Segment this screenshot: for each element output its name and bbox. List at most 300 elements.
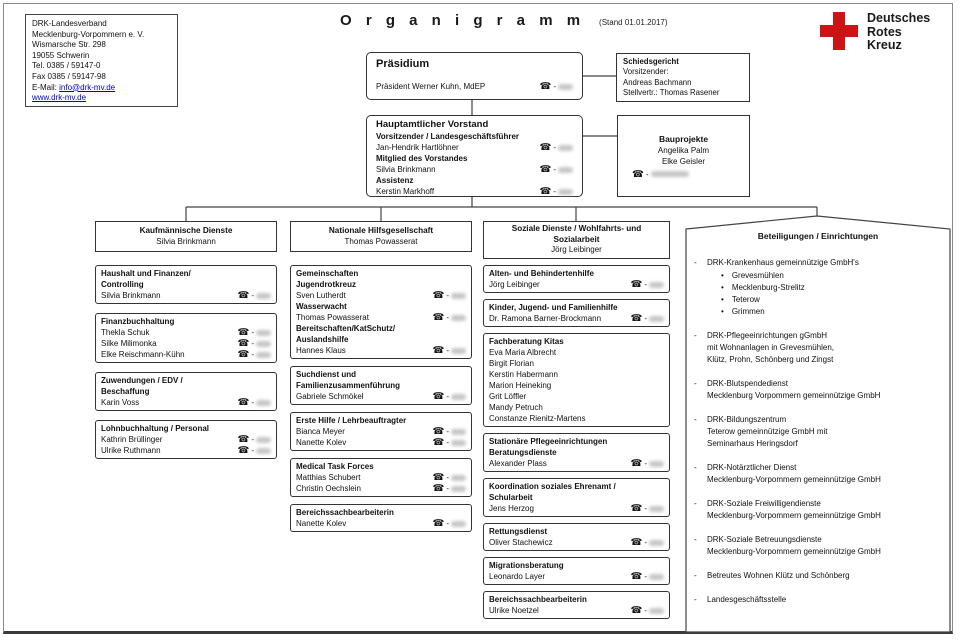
- dash: -: [446, 346, 449, 355]
- dash: -: [446, 392, 449, 401]
- email-line: [32, 83, 171, 94]
- redacted-number: [451, 486, 466, 492]
- phone-indicator: [237, 349, 271, 360]
- beteiligungen-item-line: DRK-Pflegeeinrichtungen gGmbH: [707, 331, 828, 340]
- redacted-number: [451, 394, 466, 400]
- beteiligungen-item-text: [707, 257, 859, 318]
- phone-line: Tel. 0385 / 59147-0: [32, 61, 101, 71]
- phone-indicator: [432, 391, 466, 402]
- beteiligungen-subitem-label: Teterow: [731, 295, 760, 304]
- email-label: E-Mail:: [32, 82, 60, 92]
- dash-bullet: -: [694, 535, 697, 544]
- phone-icon: ☎: [432, 312, 445, 323]
- beteiligungen-item: [694, 462, 942, 486]
- beteiligungen-item: [694, 257, 942, 318]
- logo-line: Kreuz: [867, 38, 902, 52]
- person-row: [489, 571, 664, 582]
- department-title: Nationale Hilfsgesellschaft: [328, 226, 434, 235]
- dash: -: [446, 484, 449, 493]
- beteiligungen-item-line: Seminarhaus Heringsdorf: [707, 439, 798, 448]
- org-box-title-line: Kinder, Jugend- und Familienhilfe: [489, 303, 618, 312]
- person-name: Ulrike Ruthmann: [101, 446, 161, 455]
- schiedsgericht-title: Schiedsgericht: [623, 57, 679, 66]
- dash: -: [553, 165, 556, 174]
- org-box: [290, 458, 472, 497]
- department-title: Kaufmännische Dienste: [139, 226, 233, 235]
- person-name: Sven Lutherdt: [296, 291, 346, 300]
- redacted-number: [649, 316, 664, 322]
- red-cross-icon: [820, 12, 858, 50]
- title-bar: [340, 12, 668, 29]
- redacted-number: [256, 400, 271, 406]
- vorstand-box: [366, 115, 583, 197]
- phone-icon: ☎: [630, 537, 643, 548]
- dash: -: [251, 291, 254, 300]
- org-box: [290, 412, 472, 451]
- org-box-title-line: Migrationsberatung: [489, 561, 564, 570]
- beteiligungen-subitem: [707, 282, 859, 294]
- phone-indicator: [630, 313, 664, 324]
- dash: -: [251, 446, 254, 455]
- logo-line: Deutsches: [867, 11, 931, 25]
- dash: -: [251, 350, 254, 359]
- person-name: Grit Löffler: [489, 392, 527, 401]
- person-name: Dr. Ramona Barner-Brockmann: [489, 314, 602, 323]
- beteiligungen-item-line: Mecklenburg Vorpommern gemeinnützige GmbH: [707, 391, 881, 400]
- dash-bullet: -: [694, 571, 697, 580]
- dash: -: [446, 519, 449, 528]
- person-name: Leonardo Layer: [489, 572, 546, 581]
- person-name: Marion Heineking: [489, 381, 552, 390]
- person-name: Hannes Klaus: [296, 346, 346, 355]
- bauprojekte-title: Bauprojekte: [658, 133, 709, 144]
- person-name: Alexander Plass: [489, 459, 547, 468]
- dash: -: [251, 398, 254, 407]
- dash: -: [645, 169, 649, 179]
- person-name: Constanze Rienitz-Martens: [489, 414, 586, 423]
- address-line: 19055 Schwerin: [32, 50, 90, 60]
- website-link[interactable]: www.drk-mv.de: [32, 93, 87, 103]
- phone-icon: ☎: [632, 168, 644, 180]
- phone-indicator: [630, 537, 664, 548]
- beteiligungen-item: [694, 570, 942, 582]
- dash: -: [644, 459, 647, 468]
- person-row: [296, 518, 466, 529]
- phone-icon: ☎: [432, 391, 445, 402]
- redacted-number: [651, 171, 689, 177]
- org-box-title-line: Koordination soziales Ehrenamt /: [489, 482, 616, 491]
- org-box-title-line: Familienzusammenführung: [296, 381, 401, 390]
- redacted-number: [649, 540, 664, 546]
- person-name: Ulrike Noetzel: [489, 606, 539, 615]
- dash: -: [446, 438, 449, 447]
- beteiligungen-item-line: DRK-Blutspendedienst: [707, 379, 788, 388]
- redacted-number: [256, 330, 271, 336]
- org-box: [95, 372, 277, 411]
- redacted-number: [256, 437, 271, 443]
- person-row: [296, 483, 466, 494]
- person-row: [376, 186, 573, 197]
- dash: -: [644, 572, 647, 581]
- phone-icon: ☎: [539, 142, 552, 153]
- phone-indicator: [432, 437, 466, 448]
- org-box-title-line: Fachberatung Kitas: [489, 337, 564, 346]
- dash-bullet: -: [694, 379, 697, 388]
- person-name: Nanette Kolev: [296, 438, 347, 447]
- org-box-title-line: Lohnbuchhaltung / Personal: [101, 424, 209, 433]
- beteiligungen-subitem: [707, 294, 859, 306]
- org-box: [290, 504, 472, 532]
- praesidium-title: Präsidium: [376, 58, 430, 70]
- person-name: Karin Voss: [101, 398, 140, 407]
- org-name-line: Mecklenburg-Vorpommern e. V.: [32, 29, 145, 39]
- role-line: Mitglied des Vorstandes: [376, 154, 468, 163]
- dash: -: [553, 82, 556, 91]
- person-name: Kerstin Habermann: [489, 370, 558, 379]
- department-title: Soziale Dienste / Wohlfahrts- und Sozialarbeit: [511, 224, 642, 244]
- dash: -: [644, 538, 647, 547]
- logo-line: Rotes: [867, 24, 902, 39]
- org-box-title-line: Suchdienst und: [296, 370, 356, 379]
- dash: -: [644, 504, 647, 513]
- org-box-title-line: Bereichssachbearbeiterin: [489, 595, 587, 604]
- beteiligungen-item-line: DRK-Soziale Freiwilligendienste: [707, 499, 821, 508]
- redacted-number: [451, 315, 466, 321]
- page-subtitle: (Stand 01.01.2017): [599, 18, 668, 27]
- beteiligungen-item-text: [707, 330, 834, 366]
- org-box-title-line: Jugendrotkreuz: [296, 280, 357, 289]
- person-row: [296, 437, 466, 448]
- org-box-title-line: Erste Hilfe / Lehrbeauftragter: [296, 416, 407, 425]
- dash: -: [644, 280, 647, 289]
- beteiligungen-item-text: [707, 498, 881, 522]
- org-box-title-line: Controlling: [101, 280, 144, 289]
- org-box: [483, 265, 670, 293]
- beteiligungen-item-text: [707, 414, 828, 450]
- org-box-title-line: Bereitschaften/KatSchutz/: [296, 324, 396, 333]
- phone-indicator: [237, 290, 271, 301]
- redacted-number: [451, 293, 466, 299]
- beteiligungen-item-text: [707, 570, 850, 582]
- phone-indicator: [237, 327, 271, 338]
- phone-icon: ☎: [237, 397, 250, 408]
- beteiligungen-item-line: DRK-Krankenhaus gemeinnützige GmbH's: [707, 258, 859, 267]
- beteiligungen-item-text: [707, 378, 880, 402]
- org-box: [95, 313, 277, 363]
- person-name: Eva Maria Albrecht: [489, 348, 557, 357]
- logo-text: [867, 12, 930, 53]
- person-name: Thomas Powasserat: [296, 313, 369, 322]
- vorstand-title: Hauptamtlicher Vorstand: [376, 119, 489, 130]
- phone-indicator: [237, 338, 271, 349]
- org-box-title-line: Beratungsdienste: [489, 448, 557, 457]
- department-header-kaufmaennische-dienste: [95, 221, 277, 252]
- phone-indicator: [539, 142, 573, 153]
- person-name: Matthias Schubert: [296, 473, 361, 482]
- person-row: [101, 445, 271, 456]
- redacted-number: [558, 84, 573, 90]
- org-box: [483, 523, 670, 551]
- bauprojekte-box: [617, 115, 750, 197]
- redacted-number: [451, 521, 466, 527]
- dash: -: [553, 187, 556, 196]
- person-name: Andreas Bachmann: [623, 77, 692, 87]
- org-box-title-line: Alten- und Behindertenhilfe: [489, 269, 594, 278]
- dash: -: [446, 291, 449, 300]
- person-row: [101, 327, 271, 338]
- person-row: [296, 426, 466, 437]
- org-box: [483, 557, 670, 585]
- redacted-number: [451, 348, 466, 354]
- dash: -: [251, 328, 254, 337]
- beteiligungen-item-line: Betreutes Wohnen Klütz und Schönberg: [707, 571, 850, 580]
- dash: -: [251, 339, 254, 348]
- beteiligungen-subitem: [707, 270, 859, 282]
- person-name: Präsident Werner Kuhn, MdEP: [376, 82, 486, 91]
- phone-icon: ☎: [237, 349, 250, 360]
- dash-bullet: -: [694, 463, 697, 472]
- person-name: Elke Geisler: [661, 156, 706, 166]
- phone-indicator: [432, 518, 466, 529]
- redacted-number: [256, 293, 271, 299]
- person-row: [489, 537, 664, 548]
- person-name: Thekla Schuk: [101, 328, 150, 337]
- org-box: [290, 265, 472, 359]
- redacted-number: [558, 145, 573, 151]
- phone-indicator: [237, 397, 271, 408]
- beteiligungen-item-line: Mecklenburg-Vorpommern gemeinnützige GmbH: [707, 547, 881, 556]
- redacted-number: [649, 608, 664, 614]
- beteiligungen-item-line: Landesgeschäftsstelle: [707, 595, 787, 604]
- person-name: Silke Milimonka: [101, 339, 157, 348]
- phone-icon: ☎: [432, 426, 445, 437]
- schiedsgericht-box: [616, 53, 750, 102]
- phone-icon: ☎: [539, 81, 552, 92]
- phone-row: [624, 169, 743, 180]
- beteiligungen-item: [694, 330, 942, 366]
- dash: -: [251, 435, 254, 444]
- contact-info-box: [25, 14, 178, 107]
- dash-bullet: -: [694, 499, 697, 508]
- org-box: [483, 478, 670, 517]
- beteiligungen-subitem-label: Mecklenburg-Strelitz: [731, 283, 805, 292]
- phone-indicator: [432, 290, 466, 301]
- beteiligungen-title: Beteiligungen / Einrichtungen: [757, 231, 879, 241]
- org-box: [483, 299, 670, 327]
- dash-bullet: -: [694, 331, 697, 340]
- beteiligungen-item-text: [707, 534, 881, 558]
- praesidium-box: [366, 52, 583, 100]
- person-name: Mandy Petruch: [489, 403, 543, 412]
- beteiligungen-item-line: DRK-Notärztlicher Dienst: [707, 463, 797, 472]
- org-box-title-line: Finanzbuchhaltung: [101, 317, 175, 326]
- org-box: [95, 420, 277, 459]
- phone-icon: ☎: [432, 472, 445, 483]
- redacted-number: [451, 475, 466, 481]
- phone-indicator: [539, 81, 573, 92]
- org-box-title-line: Wasserwacht: [296, 302, 347, 311]
- department-header-nationale-hilfsgesellschaft: [290, 221, 472, 252]
- phone-icon: ☎: [432, 290, 445, 301]
- phone-icon: ☎: [630, 458, 643, 469]
- phone-indicator: [632, 169, 689, 180]
- org-box-title-line: Bereichssachbearbeiterin: [296, 508, 394, 517]
- person-row: [101, 434, 271, 445]
- phone-indicator: [237, 434, 271, 445]
- org-box-title-line: Auslandshilfe: [296, 335, 349, 344]
- beteiligungen-item: [694, 534, 942, 558]
- person-row: [376, 142, 573, 153]
- person-name: Kerstin Markhoff: [376, 187, 435, 196]
- person-name: Nanette Kolev: [296, 519, 347, 528]
- phone-indicator: [432, 472, 466, 483]
- phone-indicator: [432, 312, 466, 323]
- person-row: [489, 313, 664, 324]
- org-box: [483, 591, 670, 619]
- redacted-number: [649, 282, 664, 288]
- phone-icon: ☎: [630, 571, 643, 582]
- person-row: [376, 164, 573, 175]
- person-row: [489, 279, 664, 290]
- beteiligungen-item: [694, 414, 942, 450]
- dash: -: [553, 143, 556, 152]
- beteiligungen-item-line: Mecklenburg-Vorpommern gemeinnützige GmbH: [707, 511, 881, 520]
- phone-indicator: [237, 445, 271, 456]
- person-name: Christin Oechslein: [296, 484, 361, 493]
- org-box-title-line: Medical Task Forces: [296, 462, 374, 471]
- dot-bullet: •: [721, 271, 724, 280]
- phone-icon: ☎: [237, 338, 250, 349]
- person-row: [101, 397, 271, 408]
- org-box-title-line: Haushalt und Finanzen/: [101, 269, 191, 278]
- org-box: [483, 333, 670, 427]
- phone-indicator: [539, 164, 573, 175]
- redacted-number: [451, 440, 466, 446]
- phone-icon: ☎: [237, 434, 250, 445]
- org-box: [290, 366, 472, 405]
- phone-indicator: [630, 503, 664, 514]
- beteiligungen-item: [694, 594, 942, 606]
- person-row: [101, 338, 271, 349]
- beteiligungen-item-text: [707, 462, 881, 486]
- email-link[interactable]: info@drk-mv.de: [59, 82, 116, 92]
- phone-icon: ☎: [237, 290, 250, 301]
- phone-icon: ☎: [432, 518, 445, 529]
- dash: -: [446, 427, 449, 436]
- org-name-line: DRK-Landesverband: [32, 19, 107, 28]
- person-row: [296, 472, 466, 483]
- phone-indicator: [432, 345, 466, 356]
- beteiligungen-item-line: mit Wohnanlagen in Grevesmühlen,: [707, 343, 835, 352]
- phone-icon: ☎: [237, 445, 250, 456]
- fax-line: Fax 0385 / 59147-98: [32, 71, 106, 81]
- person-name: Jan-Hendrik Hartlöhner: [376, 143, 459, 152]
- dot-bullet: •: [721, 307, 724, 316]
- person-row: [489, 605, 664, 616]
- phone-icon: ☎: [539, 186, 552, 197]
- person-row: [296, 290, 466, 301]
- beteiligungen-subitem-label: Grevesmühlen: [731, 271, 784, 280]
- beteiligungen-item-line: Teterow gemeinnützige GmbH mit: [707, 427, 828, 436]
- red-cross-bar: [820, 25, 858, 37]
- phone-indicator: [630, 571, 664, 582]
- org-box-title-line: Stationäre Pflegeeinrichtungen: [489, 437, 608, 446]
- phone-icon: ☎: [630, 605, 643, 616]
- beteiligungen-item-text: [707, 594, 786, 606]
- department-lead: Silvia Brinkmann: [156, 236, 216, 246]
- person-name: Oliver Stachewicz: [489, 538, 553, 547]
- person-name: Stellvertr.: Thomas Rasener: [623, 88, 720, 98]
- redacted-number: [256, 352, 271, 358]
- redacted-number: [649, 506, 664, 512]
- phone-icon: ☎: [630, 503, 643, 514]
- beteiligungen-item-line: Mecklenburg-Vorpommern gemeinnützige GmbH: [707, 475, 881, 484]
- dash: -: [644, 606, 647, 615]
- phone-icon: ☎: [630, 313, 643, 324]
- person-name: Jörg Leibinger: [489, 280, 540, 289]
- person-name: Bianca Meyer: [296, 427, 345, 436]
- org-box-title-line: Beschaffung: [101, 387, 150, 396]
- redacted-number: [558, 167, 573, 173]
- redacted-number: [256, 448, 271, 454]
- person-name: Gabriele Schmökel: [296, 392, 364, 401]
- beteiligungen-panel: [694, 230, 942, 618]
- phone-icon: ☎: [539, 164, 552, 175]
- role-line: Vorsitzender:: [623, 67, 669, 77]
- role-line: Vorsitzender / Landesgeschäftsführer: [376, 132, 519, 141]
- redacted-number: [256, 341, 271, 347]
- redacted-number: [451, 429, 466, 435]
- beteiligungen-item: [694, 498, 942, 522]
- beteiligungen-item-line: DRK-Bildungszentrum: [707, 415, 787, 424]
- person-name: Birgit Florian: [489, 359, 534, 368]
- person-row: [376, 81, 573, 92]
- column-nationale-hilfsgesellschaft: [290, 265, 472, 532]
- department-lead: Jörg Leibinger: [551, 245, 602, 254]
- phone-icon: ☎: [237, 327, 250, 338]
- beteiligungen-subitem: [707, 306, 859, 318]
- redacted-number: [558, 189, 573, 195]
- org-box-title-line: Rettungsdienst: [489, 527, 548, 536]
- drk-logo: [820, 12, 930, 53]
- person-row: [296, 345, 466, 356]
- org-box-title-line: Gemeinschaften: [296, 269, 359, 278]
- phone-indicator: [432, 426, 466, 437]
- phone-indicator: [630, 605, 664, 616]
- dot-bullet: •: [721, 295, 724, 304]
- beteiligungen-item-line: DRK-Soziale Betreuungsdienste: [707, 535, 822, 544]
- beteiligungen-item-line: Klütz, Prohn, Schönberg und Zingst: [707, 355, 834, 364]
- person-name: Angelika Palm: [657, 145, 710, 155]
- dash: -: [644, 314, 647, 323]
- person-row: [296, 391, 466, 402]
- person-row: [296, 312, 466, 323]
- person-name: Elke Reischmann-Kühn: [101, 350, 185, 359]
- dash-bullet: -: [694, 415, 697, 424]
- phone-indicator: [539, 186, 573, 197]
- page-title: O r g a n i g r a m m: [340, 12, 586, 29]
- person-name: Silvia Brinkmann: [376, 165, 436, 174]
- person-row: [489, 458, 664, 469]
- beteiligungen-subitem-label: Grimmen: [731, 307, 765, 316]
- beteiligungen-item: [694, 378, 942, 402]
- person-name: Jens Herzog: [489, 504, 534, 513]
- phone-indicator: [432, 483, 466, 494]
- dot-bullet: •: [721, 283, 724, 292]
- column-kaufmaennische-dienste: [95, 265, 277, 459]
- column-soziale-dienste: [483, 265, 670, 619]
- role-line: Assistenz: [376, 176, 414, 185]
